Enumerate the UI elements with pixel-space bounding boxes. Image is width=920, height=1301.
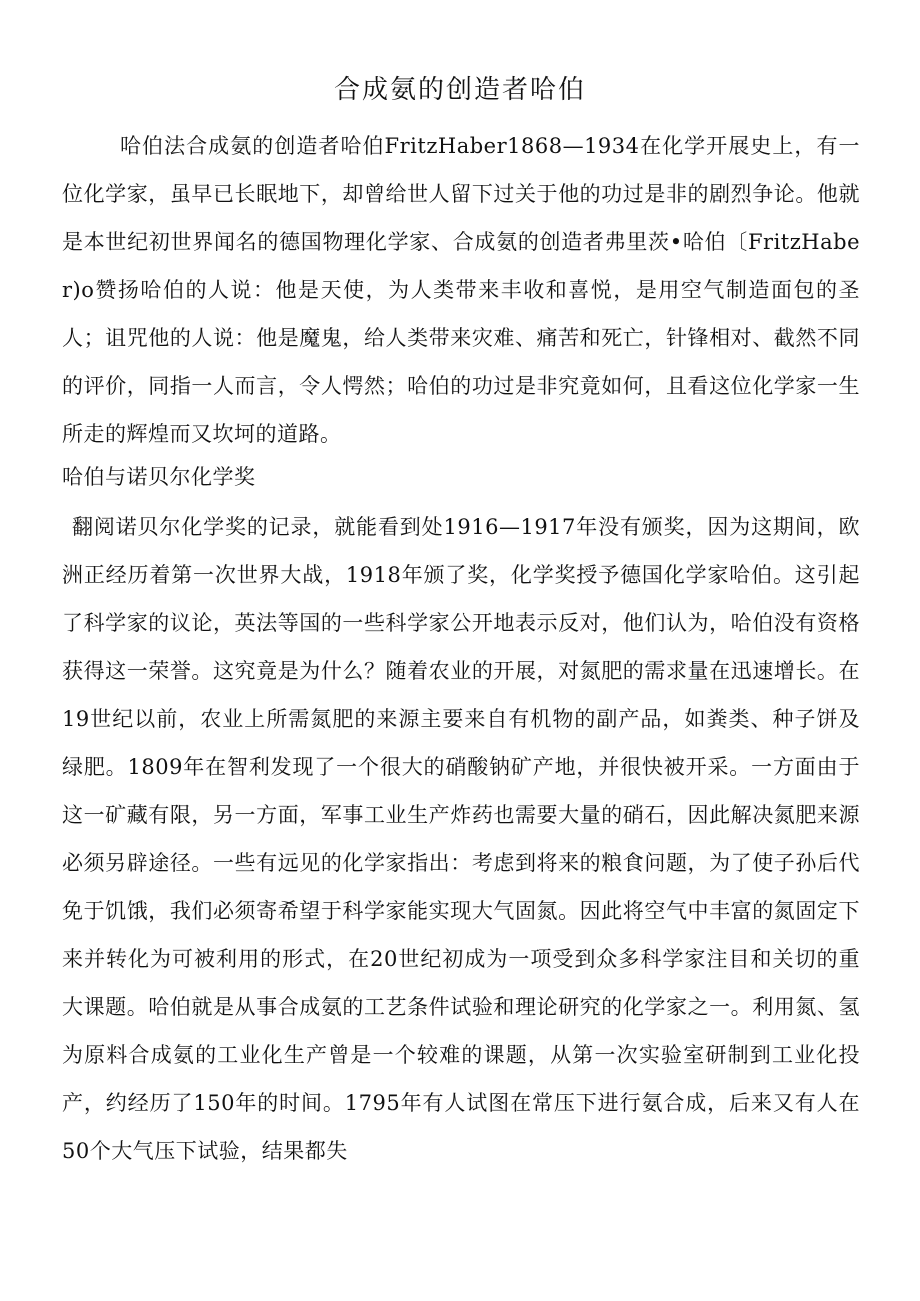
intro-paragraph: 哈伯法合成氨的创造者哈伯FritzHaber1868—1934在化学开展史上，有一位化学家，虽早已长眠地下，却曾给世人留下过关于他的功过是非的剧烈争论。他就是本世纪初世界闻名的德国物理化学家、合成氨的创造者弗里茨•哈伯〔FritzHaber)o赞扬哈伯的人说：他是天使，为人类带来丰收和喜悦，是用空气制造面包的圣人；诅咒他的人说：他是魔鬼，给人类带来灾难、痛苦和死亡，针锋相对、截然不同的评价，同指一人而言，令人愕然；哈伯的功过是非究竟如何，且看这位化学家一生所走的辉煌而又坎坷的道路。: [62, 134, 860, 446]
document-title: 合成氨的创造者哈伯: [333, 75, 586, 105]
section-heading: 哈伯与诺贝尔化学奖: [62, 465, 256, 489]
section-paragraph: 翻阅诺贝尔化学奖的记录，就能看到处1916—1917年没有颁奖，因为这期间，欧洲正经历着第一次世界大战，1918年颁了奖，化学奖授予德国化学家哈伯。这引起了科学家的议论，英法等国的一些科学家公开地表示反对，他们认为，哈伯没有资格获得这一荣誉。这究竟是为什么？随着农业的开展，对氮肥的需求量在迅速增长。在19世纪以前，农业上所需氮肥的来源主要来自有机物的副产品，如粪类、种子饼及绿肥。1809年在智利发现了一个很大的硝酸钠矿产地，并很快被开采。一方面由于这一矿藏有限，另一方面，军事工业生产炸药也需要大量的硝石，因此解决氮肥来源必须另辟途径。一些有远见的化学家指出：考虑到将来的粮食问题，为了使子孙后代免于饥饿，我们必须寄希望于科学家能实现大气固氮。因此将空气中丰富的氮固定下来并转化为可被利用的形式，在20世纪初成为一项受到众多科学家注目和关切的重大课题。哈伯就是从事合成氨的工艺条件试验和理论研究的化学家之一。利用氮、氢为原料合成氨的工业化生产曾是一个较难的课题，从第一次实验室研制到工业化投产，约经历了150年的时间。1795年有人试图在常压下进行氨合成，后来又有人在50个大气压下试验，结果都失: [62, 515, 860, 1163]
